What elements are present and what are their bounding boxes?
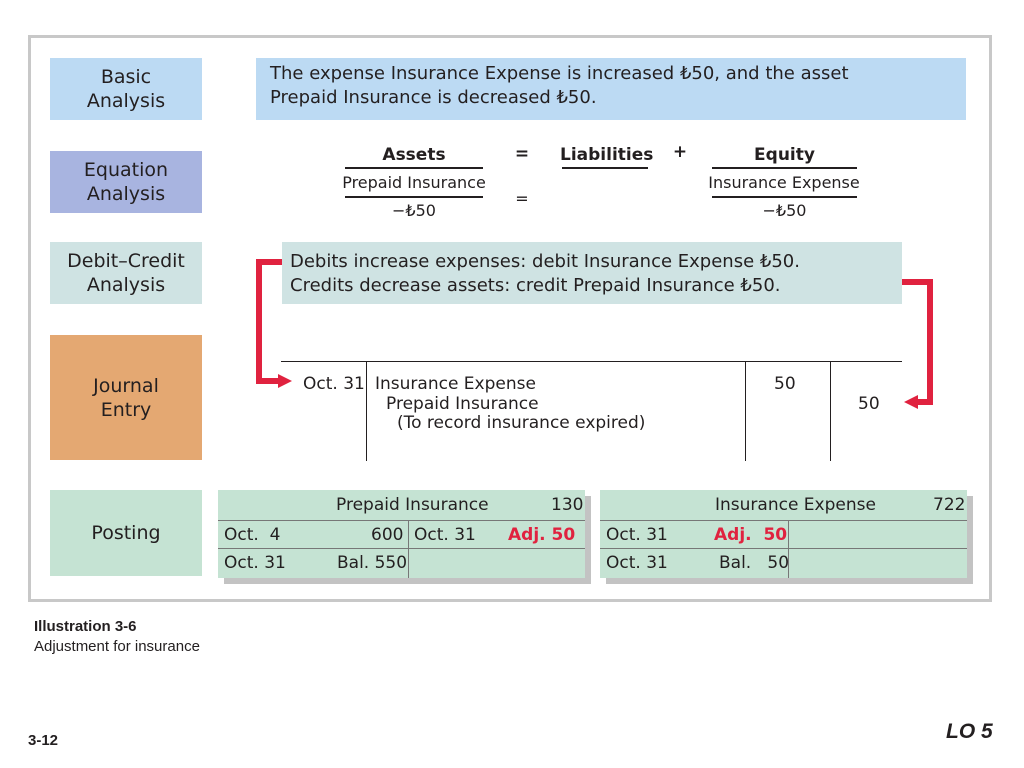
equity-heading: Equity <box>754 145 815 165</box>
credit-arrow-right <box>902 282 930 402</box>
debit-arrow-left <box>259 262 282 381</box>
expense-debit-adjustment: Adj. 50 <box>714 525 788 545</box>
equation-analysis-label: Equation Analysis <box>50 151 202 213</box>
journal-debit-divider <box>745 362 746 461</box>
plus-sign: + <box>672 142 688 162</box>
insurance-expense-t-account <box>600 490 967 578</box>
learning-objective: LO 5 <box>946 720 993 743</box>
prepaid-account-title: Prepaid Insurance <box>336 495 489 515</box>
equals-sign-middle: = <box>515 189 529 208</box>
debit-credit-line-1: Debits increase expenses: debit Insurance Expense ₺50. <box>290 251 800 272</box>
illustration-title: Illustration 3-6 <box>34 618 137 635</box>
assets-underline <box>345 167 483 169</box>
expense-balance: Bal. 50 <box>719 553 790 573</box>
flow-arrows <box>240 250 960 420</box>
journal-explanation: (To record insurance expired) <box>397 413 646 433</box>
basic-analysis-label: Basic Analysis <box>50 58 202 120</box>
journal-credit-amount: 50 <box>858 394 880 414</box>
journal-date-divider <box>366 362 367 461</box>
credit-arrowhead <box>904 395 918 409</box>
basic-analysis-text <box>256 58 966 120</box>
debit-arrowhead <box>278 374 292 388</box>
illustration-subtitle: Adjustment for insurance <box>34 638 200 655</box>
slide-number: 3-12 <box>28 732 59 749</box>
assets-amount-rule <box>345 196 483 198</box>
assets-account: Prepaid Insurance <box>342 173 486 192</box>
basic-analysis-line-1: The expense Insurance Expense is increased ₺50, and the asset <box>270 63 849 84</box>
expense-row-rule <box>600 548 967 549</box>
equity-amount: −₺50 <box>762 201 807 220</box>
journal-debit-account: Insurance Expense <box>375 374 536 394</box>
journal-debit-amount: 50 <box>774 374 796 394</box>
basic-analysis-line-2: Prepaid Insurance is decreased ₺50. <box>270 87 597 108</box>
equity-amount-rule <box>712 196 857 198</box>
debit-credit-analysis-label: Debit–Credit Analysis <box>50 242 202 304</box>
journal-date: Oct. 31 <box>303 374 365 394</box>
liabilities-heading: Liabilities <box>560 145 654 165</box>
journal-credit-divider <box>830 362 831 461</box>
journal-entry-label: Journal Entry <box>50 335 202 460</box>
expense-balance-date: Oct. 31 <box>606 553 668 573</box>
prepaid-account-number: 130 <box>551 495 584 515</box>
posting-label: Posting <box>50 490 202 576</box>
journal-credit-account: Prepaid Insurance <box>386 394 539 414</box>
prepaid-center-rule <box>408 520 409 578</box>
assets-heading: Assets <box>382 145 446 165</box>
expense-header-rule <box>600 520 967 521</box>
prepaid-credit-adjustment: Adj. 50 <box>508 525 576 545</box>
expense-account-title: Insurance Expense <box>715 495 876 515</box>
prepaid-header-rule <box>218 520 585 521</box>
prepaid-insurance-t-account <box>218 490 585 578</box>
prepaid-debit-amount-1: 600 <box>371 525 404 545</box>
prepaid-balance-date: Oct. 31 <box>224 553 286 573</box>
prepaid-row-rule <box>218 548 585 549</box>
journal-top-rule <box>281 361 902 362</box>
equity-account: Insurance Expense <box>708 173 860 192</box>
expense-account-number: 722 <box>933 495 966 515</box>
prepaid-credit-date-1: Oct. 31 <box>414 525 476 545</box>
liabilities-underline <box>562 167 648 169</box>
prepaid-balance: Bal. 550 <box>337 553 408 573</box>
assets-amount: −₺50 <box>392 201 436 220</box>
expense-debit-date-1: Oct. 31 <box>606 525 668 545</box>
prepaid-debit-date-1: Oct. 4 <box>224 525 281 545</box>
equity-underline <box>712 167 857 169</box>
debit-credit-line-2: Credits decrease assets: credit Prepaid Insurance ₺50. <box>290 275 781 296</box>
equals-sign: = <box>514 144 530 164</box>
